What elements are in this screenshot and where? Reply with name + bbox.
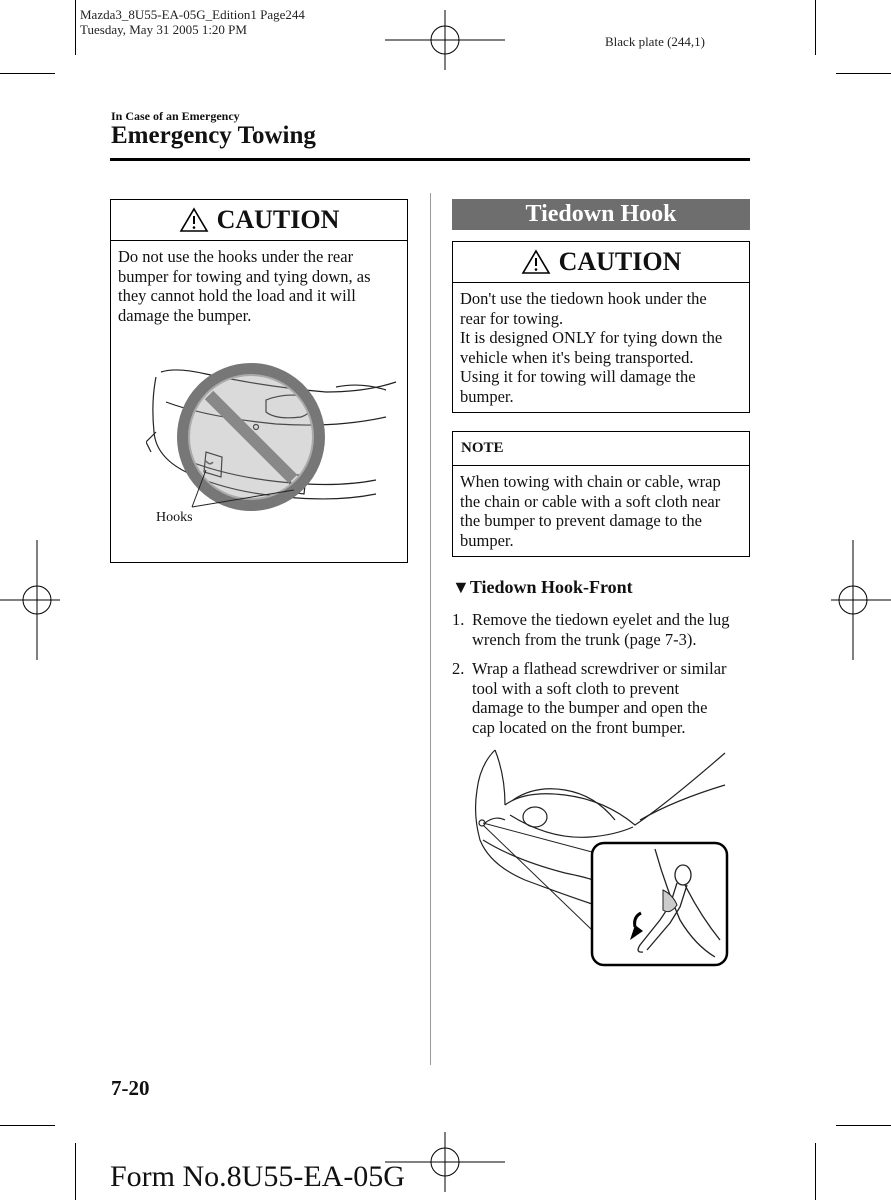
text-line: Don't use the tiedown hook under the <box>460 289 707 308</box>
print-info-plate: Black plate (244,1) <box>605 34 705 49</box>
list-item <box>452 659 750 739</box>
list-number: 2. <box>452 659 465 678</box>
registration-mark-top <box>385 10 505 70</box>
crop-mark <box>75 1143 76 1200</box>
caution-text <box>460 289 746 407</box>
text-line: rear for towing. <box>460 308 564 328</box>
text-line: It is designed ONLY for tying down the <box>460 328 723 348</box>
text-line: the chain or cable with a soft cloth near <box>460 491 721 511</box>
crop-mark <box>0 73 55 74</box>
print-info-file: Mazda3_8U55-EA-05G_Edition1 Page244 <box>80 7 305 22</box>
registration-mark-right <box>831 540 891 660</box>
text-line: damage the bumper. <box>118 305 252 325</box>
text-line: bumper for towing and tying down, as <box>118 266 371 286</box>
crop-mark <box>836 73 891 74</box>
print-info-date: Tuesday, May 31 2005 1:20 PM <box>80 22 247 37</box>
crop-mark <box>836 1125 891 1126</box>
text-line: they cannot hold the load and it will <box>118 286 356 306</box>
text-line: Do not use the hooks under the rear <box>118 247 354 266</box>
left-caution-box <box>110 199 408 563</box>
crop-mark <box>815 1143 816 1200</box>
caution-text <box>118 247 404 325</box>
caution-label: CAUTION <box>558 247 682 276</box>
text-line: damage to the bumper and open the <box>472 698 708 718</box>
text-line: bumper. <box>460 530 514 550</box>
text-line: Using it for towing will damage the <box>460 367 696 387</box>
text-line: Remove the tiedown eyelet and the lug <box>472 610 730 629</box>
list-item <box>452 610 750 650</box>
text-line: the bumper to prevent damage to the <box>460 511 702 531</box>
registration-mark-left <box>0 540 60 660</box>
text-line: tool with a soft cloth to prevent <box>472 678 680 698</box>
text-line: cap located on the front bumper. <box>472 717 686 737</box>
hooks-label: Hooks <box>156 510 193 525</box>
subheading-tiedown-front: ▼Tiedown Hook-Front <box>452 577 633 597</box>
text-line: When towing with chain or cable, wrap <box>460 472 721 491</box>
text-line: vehicle when it's being transported. <box>460 347 694 367</box>
text-line: wrench from the trunk (page 7-3). <box>472 629 697 649</box>
note-heading: NOTE <box>453 432 749 466</box>
list-number: 1. <box>452 610 465 629</box>
note-text <box>460 472 746 550</box>
text-line: Wrap a flathead screwdriver or similar <box>472 659 727 678</box>
list-text <box>472 659 727 737</box>
caution-label: CAUTION <box>216 205 340 234</box>
warning-triangle-icon <box>179 207 209 233</box>
page-title: Emergency Towing <box>111 122 316 149</box>
right-caution-box <box>452 241 750 413</box>
list-text <box>472 610 730 649</box>
rear-bumper-illustration <box>146 362 401 527</box>
tiedown-hook-banner: Tiedown Hook <box>452 199 750 230</box>
front-bumper-illustration <box>465 745 735 970</box>
crop-mark <box>0 1125 55 1126</box>
note-box <box>452 431 750 557</box>
form-number: Form No.8U55-EA-05G <box>110 1160 405 1193</box>
title-rule <box>110 158 750 161</box>
text-line: bumper. <box>460 386 514 406</box>
crop-mark <box>75 0 76 55</box>
crop-mark <box>815 0 816 55</box>
caution-heading <box>453 242 749 283</box>
column-divider <box>430 193 431 1065</box>
page-number: 7-20 <box>111 1076 150 1100</box>
warning-triangle-icon <box>521 249 551 275</box>
caution-heading <box>111 200 407 241</box>
section-label: In Case of an Emergency <box>111 109 240 123</box>
